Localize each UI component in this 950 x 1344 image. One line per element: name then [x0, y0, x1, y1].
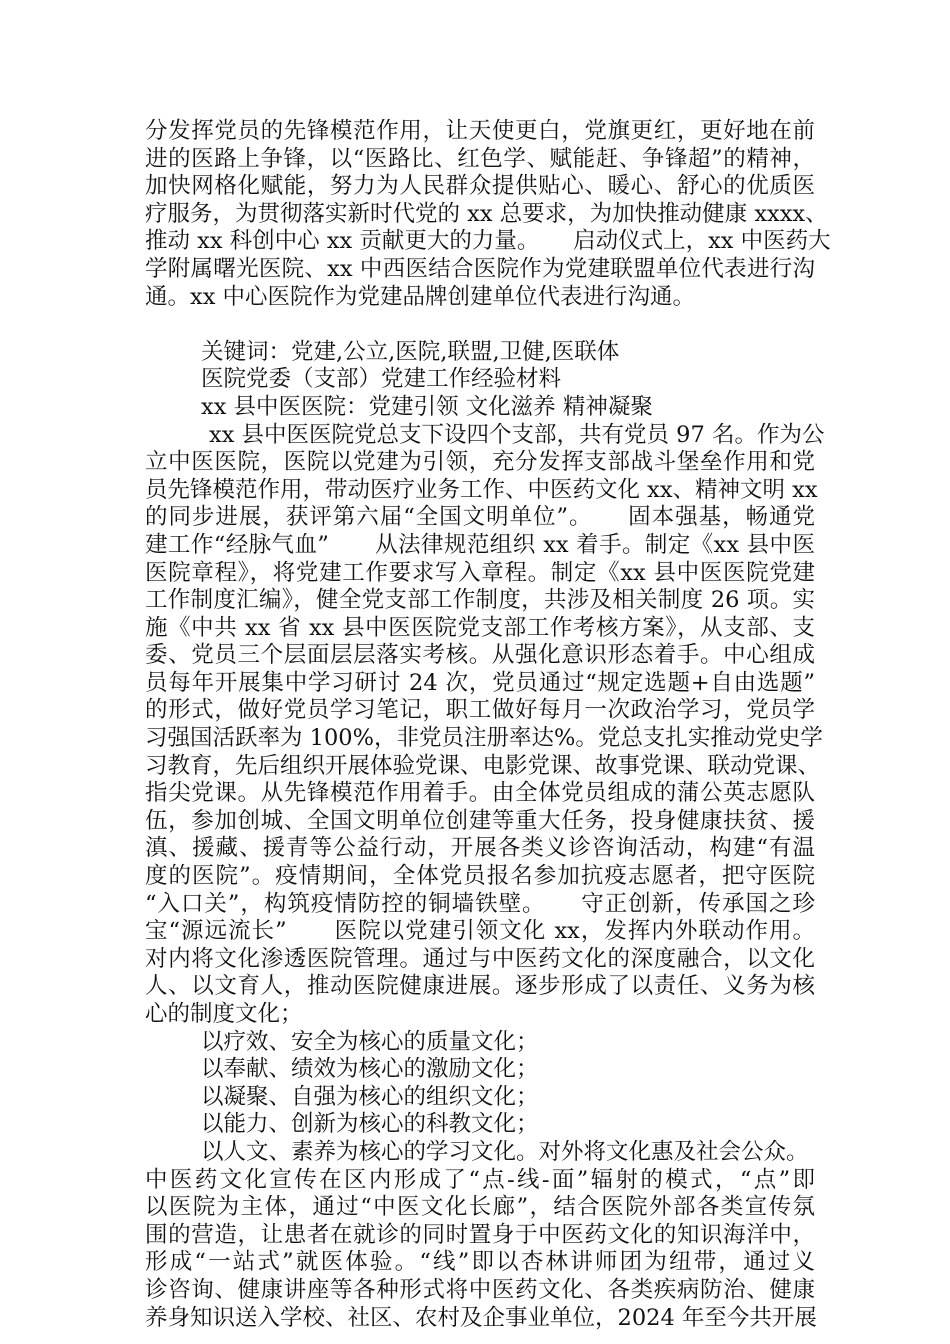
text-line: 滇、援藏、援青等公益行动，开展各类义诊咨询活动，构建“有温: [145, 835, 815, 862]
text-line: “入口关”，构筑疫情防控的铜墙铁壁。 守正创新，传承国之珍: [145, 890, 815, 917]
text-line: 疗服务，为贯彻落实新时代党的 xx 总要求，为加快推动健康 xxxx、: [145, 200, 828, 227]
text-line: 委、党员三个层面层层落实考核。从强化意识形态着手。中心组成: [145, 642, 815, 669]
text-line: 学附属曙光医院、xx 中西医结合医院作为党建联盟单位代表进行沟: [145, 255, 815, 282]
list-item: 以奉献、绩效为核心的激励文化；: [201, 1056, 539, 1083]
text-line: 度的医院”。疫情期间，全体党员报名参加抗疫志愿者，把守医院: [145, 863, 815, 890]
text-line: 通。xx 中心医院作为党建品牌创建单位代表进行沟通。: [145, 283, 696, 310]
text-line: 人、以文育人，推动医院健康进展。逐步形成了以责任、义务为核: [145, 973, 815, 1000]
text-line: 施《中共 xx 省 xx 县中医医院党支部工作考核方案》，从支部、支: [145, 614, 815, 641]
text-line: 心的制度文化；: [145, 1001, 303, 1027]
document-subtitle: xx 县中医医院：党建引领 文化滋养 精神凝聚: [201, 393, 653, 420]
list-item: 以能力、创新为核心的科教文化；: [201, 1111, 539, 1138]
text-line: 伍，参加创城、全国文明单位创建等重大任务，投身健康扶贫、援: [145, 807, 815, 834]
text-line: 员先锋模范作用，带动医疗业务工作、中医药文化 xx、精神文明 xx: [145, 476, 818, 503]
text-line: 养身知识送入学校、社区、农村及企事业单位，2024 年至今共开展: [145, 1304, 817, 1331]
document-body: [145, 118, 831, 1332]
culture-list: [145, 1029, 815, 1139]
text-line: 指尖党课。从先锋模范作用着手。由全体党员组成的蒲公英志愿队: [145, 780, 815, 807]
list-item: 以疗效、安全为核心的质量文化；: [201, 1028, 539, 1055]
keywords-line: 关键词：党建,公立,医院,联盟,卫健,医联体: [201, 338, 620, 365]
text-line: 习强国活跃率为 100%，非党员注册率达%。党总支扎实推动党史学: [145, 725, 823, 752]
paragraph-main: [145, 421, 825, 1029]
text-line: 诊咨询、健康讲座等各种形式将中医药文化、各类疾病防治、健康: [145, 1276, 815, 1303]
text-line: xx 县中医医院党总支下设四个支部，共有党员 97 名。作为公: [209, 421, 825, 448]
text-line: 立中医医院，医院以党建为引领，充分发挥支部战斗堡垒作用和党: [145, 449, 815, 476]
document-title: 医院党委（支部）党建工作经验材料: [201, 366, 562, 393]
text-line: 对内将文化渗透医院管理。通过与中医药文化的深度融合，以文化: [145, 945, 815, 972]
text-line: 形成“一站式”就医体验。“线”即以杏林讲师团为纽带，通过义: [145, 1249, 815, 1276]
text-line: 工作制度汇编》，健全党支部工作制度，共涉及相关制度 26 项。实: [145, 587, 815, 614]
text-line: 的同步进展，获评第六届“全国文明单位”。 固本强基，畅通党: [145, 504, 815, 531]
text-line: 围的营造，让患者在就诊的同时置身于中医药文化的知识海洋中，: [145, 1221, 815, 1248]
text-line: 以人文、素养为核心的学习文化。对外将文化惠及社会公众。: [201, 1138, 809, 1165]
text-line: 推动 xx 科创中心 xx 贡献更大的力量。 启动仪式上，xx 中医药大: [145, 228, 831, 255]
paragraph-outreach: [145, 1139, 815, 1332]
text-line: 建工作“经脉气血” 从法律规范组织 xx 着手。制定《xx 县中医: [145, 531, 815, 558]
text-line: 进的医路上争锋，以“医路比、红色学、赋能赶、争锋超”的精神，: [145, 145, 815, 172]
text-line: 分发挥党员的先锋模范作用，让天使更白，党旗更红，更好地在前: [145, 118, 815, 144]
paragraph-intro: [145, 118, 831, 311]
text-line: 的形式，做好党员学习笔记，职工做好每月一次政治学习，党员学: [145, 697, 815, 724]
text-line: 以医院为主体，通过“中医文化长廊”，结合医院外部各类宣传氛: [145, 1194, 815, 1221]
paragraph-gap: [145, 311, 815, 339]
text-line: 习教育，先后组织开展体验党课、电影党课、故事党课、联动党课、: [145, 752, 821, 779]
text-line: 中医药文化宣传在区内形成了“点-线-面”辐射的模式，“点”即: [145, 1166, 815, 1193]
text-line: 宝“源远流长” 医院以党建引领文化 xx，发挥内外联动作用。: [145, 918, 815, 945]
text-line: 加快网格化赋能，努力为人民群众提供贴心、暖心、舒心的优质医: [145, 173, 815, 200]
text-line: 员每年开展集中学习研讨 24 次，党员通过“规定选题+自由选题”: [145, 669, 815, 696]
text-line: 医院章程》，将党建工作要求写入章程。制定《xx 县中医医院党建: [145, 559, 815, 586]
list-item: 以凝聚、自强为核心的组织文化；: [201, 1083, 539, 1110]
